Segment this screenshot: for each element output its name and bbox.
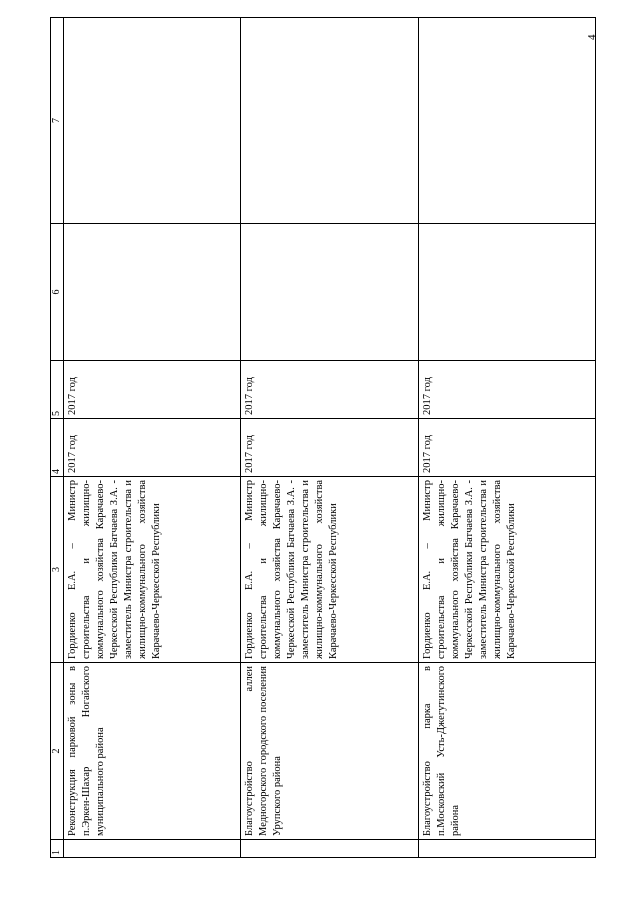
cell-col6 [64, 224, 241, 361]
header-cell: 3 [51, 477, 64, 663]
header-cell: 5 [51, 361, 64, 419]
page-number: 4 [586, 34, 598, 40]
cell-start: 2017 год [64, 419, 241, 477]
cell-number [418, 840, 595, 858]
table-row [64, 18, 241, 858]
header-cell: 4 [51, 419, 64, 477]
cell-col7 [418, 18, 595, 224]
cell-number [64, 840, 241, 858]
header-cell: 2 [51, 663, 64, 840]
cell-responsible: Гордиенко Е.А. – Министр строительства и жилищно-коммунального хозяйства Карачаево-Черкесской Республики Батчаева З.А. - заместитель Министра строительства и жилищно-коммунального хозяйства Карачаево-Черкесской Республики [418, 477, 595, 663]
cell-object: Реконструкция парковой зоны в п.Эркен-Шахар Ногайского муниципального района [64, 663, 241, 840]
table-row [241, 18, 418, 858]
cell-object: Благоустройство парка в п.Московский Усть-Джегутинского района [418, 663, 595, 840]
cell-responsible: Гордиенко Е.А. – Министр строительства и жилищно-коммунального хозяйства Карачаево-Черкесской Республики Батчаева З.А. - заместитель Министра строительства и жилищно-коммунального хозяйства Карачаево-Черкесской Республики [64, 477, 241, 663]
table-row [418, 18, 595, 858]
cell-end: 2017 год [418, 361, 595, 419]
header-cell: 7 [51, 18, 64, 224]
cell-col6 [418, 224, 595, 361]
cell-col7 [241, 18, 418, 224]
cell-end: 2017 год [64, 361, 241, 419]
cell-start: 2017 год [418, 419, 595, 477]
document-table [50, 17, 596, 858]
header-row [51, 18, 64, 858]
rotated-table-container [50, 18, 596, 858]
cell-responsible: Гордиенко Е.А. – Министр строительства и жилищно-коммунального хозяйства Карачаево-Черкесской Республики Батчаева З.А. - заместитель Министра строительства и жилищно-коммунального хозяйства Карачаево-Черкесской Республики [241, 477, 418, 663]
header-cell: 1 [51, 840, 64, 858]
cell-number [241, 840, 418, 858]
cell-end: 2017 год [241, 361, 418, 419]
cell-col7 [64, 18, 241, 224]
cell-object: Благоустройство аллеи Медногорского городского поселения Урупского района [241, 663, 418, 840]
cell-col6 [241, 224, 418, 361]
header-cell: 6 [51, 224, 64, 361]
cell-start: 2017 год [241, 419, 418, 477]
